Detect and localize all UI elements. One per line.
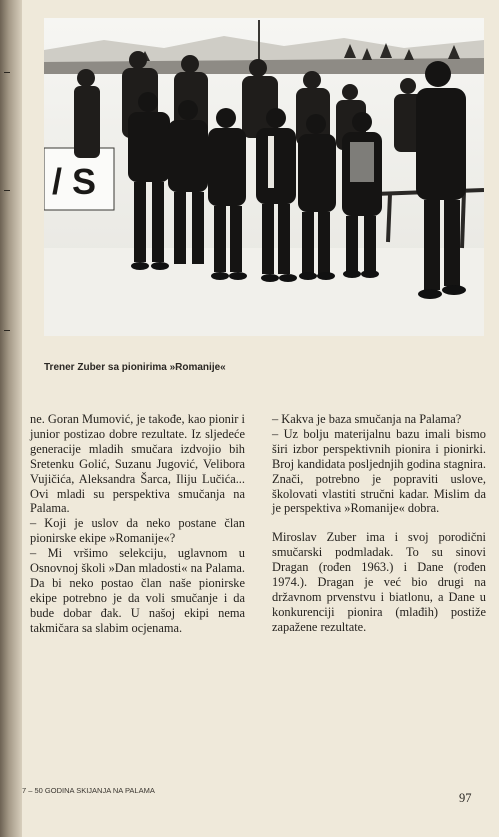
page-number: 97 — [459, 791, 472, 805]
binding-mark — [4, 72, 10, 73]
photo-caption: Trener Zuber sa pionirima »Romanije« — [44, 362, 226, 373]
right-column — [272, 412, 486, 635]
binding-mark — [4, 190, 10, 191]
team-photo — [44, 18, 484, 336]
running-footer: 7 – 50 GODINA SKIJANJA NA PALAMA — [22, 786, 155, 795]
paragraph: ne. Goran Mumović, je takođe, kao pionir i junior postizao dobre rezultate. Iz sljedeće generacije mladih smučara izdvojio bih Sretenku Golić, Suzanu Jugović, Velibora Vujičića, Aleksandra Šarca, Iliju Lučića... Ovi mladi su perspektiva smučanja na Palama. — [30, 412, 245, 516]
paragraph: – Kakva je baza smučanja na Palama? — [272, 412, 462, 426]
binding-mark — [4, 330, 10, 331]
paragraph: – Uz bolju materijalnu bazu imali bismo širi izbor perspektivnih pionira i pionirki. Broj kandidata posljednjih godina stagnira. Znači, potrebno je popraviti uslove, školovati vlastiti stručni kadar. Mislim da je perspektiva »Romanije« dobra. — [272, 426, 486, 516]
left-column — [30, 412, 245, 636]
paragraph: Miroslav Zuber ima i svoj porodični smučarski podmladak. To su sinovi Dragan (rođen 1963.) i Dane (rođen 1974.). Dragan je već bio drugi na državnom prvenstvu i biatlonu, a Dane u konkurenciji pionira (mlađih) postiže zapažene rezultate. — [272, 530, 486, 634]
sign-lettering: / S — [52, 161, 97, 202]
paragraph: – Mi vršimo selekciju, uglavnom u Osnovnoj školi »Dan mladosti« na Palama. Da bi neko postao član naše pionirske ekipe potrebno je da voli smučanje i da bude dobar đak. U našoj ekipi nema takmičara sa slabim ocjenama. — [30, 546, 245, 635]
page-binding — [0, 0, 22, 837]
paragraph: – Koji je uslov da neko postane član pionirske ekipe »Romanije«? — [30, 516, 245, 546]
